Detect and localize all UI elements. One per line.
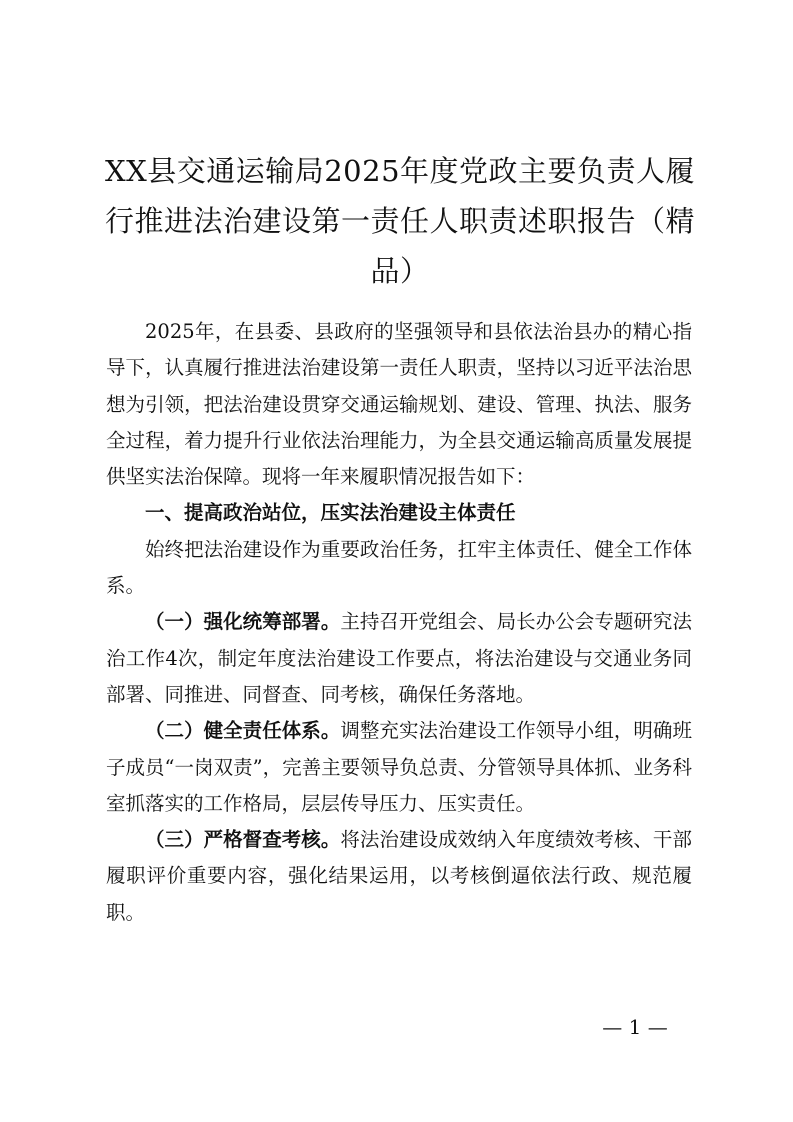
list-item <box>106 604 692 713</box>
page-number: — 1 — <box>602 1015 668 1039</box>
section-heading: 一、提高政治站位，压实法治建设主体责任 <box>145 501 516 525</box>
item-label: （二）健全责任体系。 <box>145 719 341 743</box>
item-text: 主持召开党组会、局长办公会专题研究法治工作4次，制定年度法治建设工作要点，将法治建设与交通业务同部署、同推进、同督查、同考核，确保任务落地。 <box>106 610 692 706</box>
document-title: XX县交通运输局2025年度党政主要负责人履行推进法治建设第一责任人职责述职报告（精品） <box>104 154 696 288</box>
item-text: 调整充实法治建设工作领导小组，明确班子成员“一岗双责”，完善主要领导负总责、分管领导具体抓、业务科室抓落实的工作格局，层层传导压力、压实责任。 <box>106 719 692 815</box>
item-label: （三）严格督查考核。 <box>145 828 341 852</box>
list-item <box>106 713 692 822</box>
intro-paragraph: 2025年，在县委、县政府的坚强领导和县依法治县办的精心指导下，认真履行推进法治建设第一责任人职责，坚持以习近平法治思想为引领，把法治建设贯穿交通运输规划、建设、管理、执法、服务全过程，着力提升行业依法治理能力，为全县交通运输高质量发展提供坚实法治保障。现将一年来履职情况报告如下： <box>106 320 692 489</box>
document-body <box>106 314 692 931</box>
item-label: （一）强化统筹部署。 <box>145 610 341 634</box>
item-text: 将法治建设成效纳入年度绩效考核、干部履职评价重要内容，强化结果运用，以考核倒逼依法行政、规范履职。 <box>106 828 692 924</box>
section-lead-paragraph: 始终把法治建设作为重要政治任务，扛牢主体责任、健全工作体系。 <box>106 537 692 598</box>
list-item <box>106 822 692 931</box>
